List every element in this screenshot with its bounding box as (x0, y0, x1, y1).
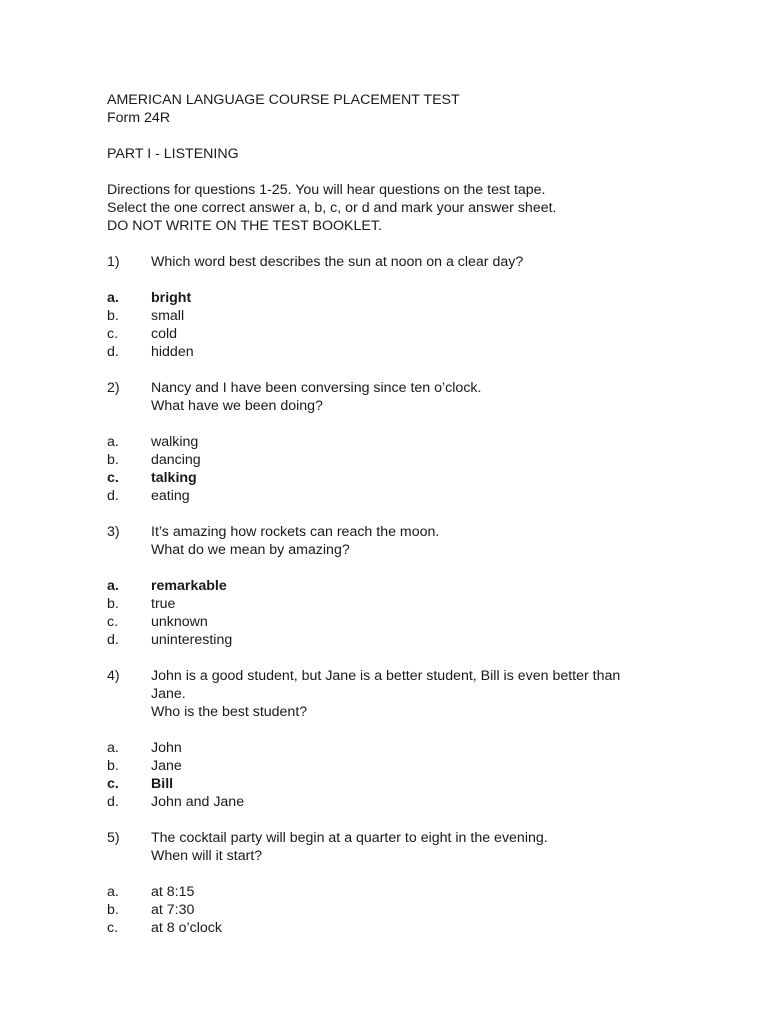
option-text: talking (151, 470, 197, 486)
answer-option (107, 901, 707, 919)
option-text: true (151, 596, 176, 612)
question-text-line: Nancy and I have been conversing since ten o’clock. (151, 380, 482, 396)
answer-option-correct (107, 469, 707, 487)
question-text-line: What have we been doing? (151, 398, 323, 414)
option-text: uninteresting (151, 632, 233, 648)
question-text-line: Who is the best student? (151, 704, 308, 720)
question-text (151, 379, 707, 415)
option-text: at 8 o’clock (151, 920, 222, 936)
question-text (151, 667, 707, 721)
answer-option-correct (107, 775, 707, 793)
answer-option (107, 325, 707, 343)
option-letter: b. (107, 596, 119, 612)
question-text-line: It’s amazing how rockets can reach the moon. (151, 524, 440, 540)
answer-option (107, 613, 707, 631)
option-letter: c. (107, 326, 119, 342)
part-heading: PART I - LISTENING (107, 146, 239, 162)
test-page (107, 91, 707, 937)
option-text: remarkable (151, 578, 227, 594)
option-text: John and Jane (151, 794, 245, 810)
answer-option (107, 487, 707, 505)
answer-option (107, 757, 707, 775)
question-3 (107, 523, 707, 559)
option-letter: b. (107, 758, 119, 774)
option-text: John (151, 740, 182, 756)
answer-option (107, 433, 707, 451)
option-letter: a. (107, 884, 119, 900)
option-text: at 7:30 (151, 902, 195, 918)
question-text (151, 253, 707, 271)
answer-option-correct (107, 289, 707, 307)
question-5 (107, 829, 707, 865)
question-number: 1) (107, 254, 120, 270)
question-text (151, 523, 707, 559)
directions-line: Select the one correct answer a, b, c, or d and mark your answer sheet. (107, 200, 557, 216)
directions-line: Directions for questions 1-25. You will hear questions on the test tape. (107, 182, 546, 198)
option-letter: b. (107, 308, 119, 324)
question-text-line: Which word best describes the sun at noon on a clear day? (151, 254, 524, 270)
question-text-line: When will it start? (151, 848, 263, 864)
question-4 (107, 667, 707, 721)
question-text-line: What do we mean by amazing? (151, 542, 350, 558)
option-letter: c. (107, 920, 119, 936)
option-letter: a. (107, 578, 119, 594)
option-letter: c. (107, 614, 119, 630)
question-number: 2) (107, 380, 120, 396)
option-letter: b. (107, 452, 119, 468)
answer-option (107, 919, 707, 937)
question-text (151, 829, 707, 865)
question-text-line: Jane. (151, 686, 186, 702)
option-letter: a. (107, 290, 119, 306)
option-text: unknown (151, 614, 208, 630)
question-list (107, 253, 707, 937)
directions-line: DO NOT WRITE ON THE TEST BOOKLET. (107, 218, 382, 234)
option-text: hidden (151, 344, 194, 360)
question-1 (107, 253, 707, 271)
option-text: eating (151, 488, 190, 504)
option-text: cold (151, 326, 178, 342)
option-text: Jane (151, 758, 182, 774)
option-letter: a. (107, 434, 119, 450)
answer-option (107, 631, 707, 649)
answer-option (107, 343, 707, 361)
option-letter: d. (107, 794, 119, 810)
option-letter: a. (107, 740, 119, 756)
option-text: bright (151, 290, 192, 306)
answer-option-correct (107, 577, 707, 595)
form-label: Form 24R (107, 110, 171, 126)
answer-option (107, 451, 707, 469)
option-letter: b. (107, 902, 119, 918)
option-letter: c. (107, 776, 119, 792)
question-text-line: John is a good student, but Jane is a better student, Bill is even better than (151, 668, 621, 684)
question-number: 3) (107, 524, 120, 540)
test-title: AMERICAN LANGUAGE COURSE PLACEMENT TEST (107, 92, 460, 108)
option-text: dancing (151, 452, 201, 468)
option-text: walking (151, 434, 199, 450)
answer-option (107, 595, 707, 613)
question-number: 4) (107, 668, 120, 684)
option-text: small (151, 308, 185, 324)
option-letter: c. (107, 470, 119, 486)
question-2 (107, 379, 707, 415)
option-text: at 8:15 (151, 884, 195, 900)
answer-option (107, 883, 707, 901)
answer-option (107, 793, 707, 811)
answer-option (107, 307, 707, 325)
option-letter: d. (107, 488, 119, 504)
option-text: Bill (151, 776, 174, 792)
option-letter: d. (107, 344, 119, 360)
option-letter: d. (107, 632, 119, 648)
question-text-line: The cocktail party will begin at a quarter to eight in the evening. (151, 830, 548, 846)
answer-option (107, 739, 707, 757)
question-number: 5) (107, 830, 120, 846)
